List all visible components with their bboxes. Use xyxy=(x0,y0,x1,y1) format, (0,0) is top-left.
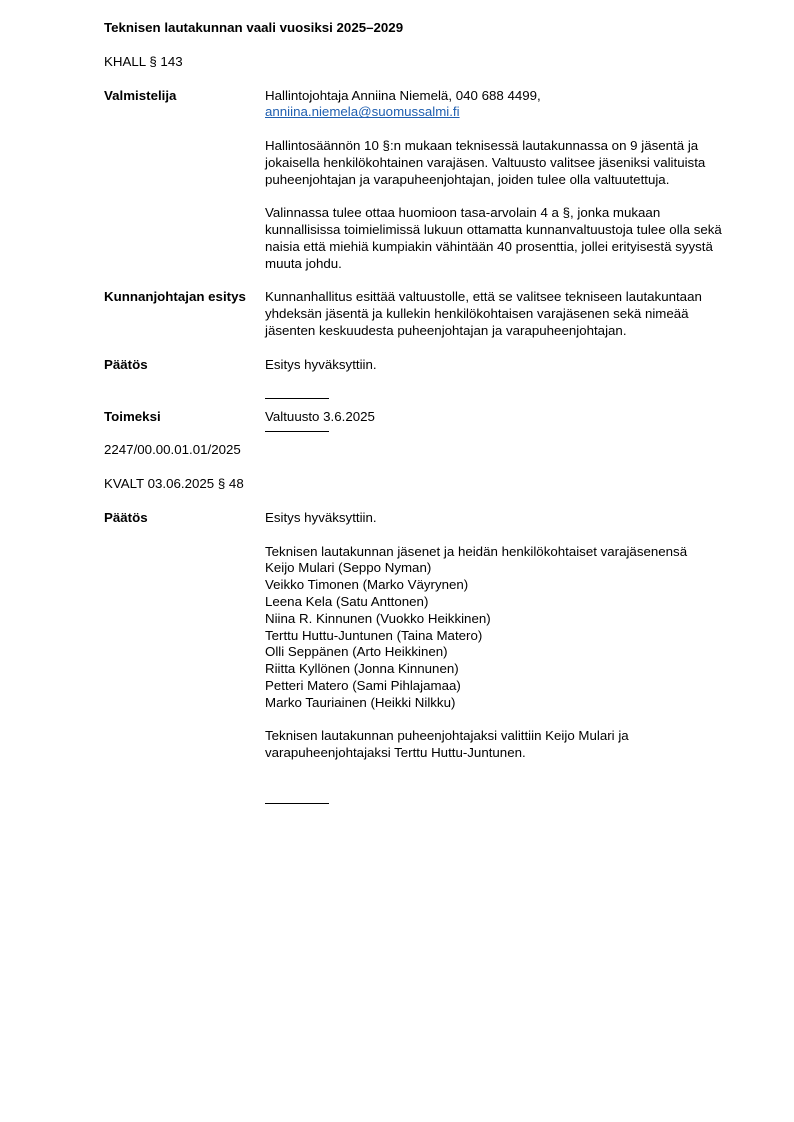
paatos-label-2: Päätös xyxy=(104,509,148,525)
toimeksi-label: Toimeksi xyxy=(104,408,161,424)
paatos-label-1: Päätös xyxy=(104,356,148,372)
list-item: Marko Tauriainen (Heikki Nilkku) xyxy=(265,694,456,710)
list-item: Riitta Kyllönen (Jonna Kinnunen) xyxy=(265,661,459,677)
preparer-contact xyxy=(265,88,735,122)
paatos-text-1: Esitys hyväksyttiin. xyxy=(265,356,377,372)
toimeksi-text: Valtuusto 3.6.2025 xyxy=(265,408,375,424)
valmistelija-content xyxy=(265,88,735,273)
list-item: Veikko Timonen (Marko Väyrynen) xyxy=(265,577,469,593)
preparer-contact-text: Hallintojohtaja Anniina Niemelä, 040 688 4499, xyxy=(265,87,541,103)
toimeksi-section xyxy=(104,409,744,433)
list-item: Terttu Huttu-Juntunen (Taina Matero) xyxy=(265,627,483,643)
paatos-section-2 xyxy=(104,510,744,804)
valmistelija-paragraph-2: Valinnassa tulee ottaa huomioon tasa-arvolain 4 a §, jonka mukaan kunnallisissa toimielimissä lukuun ottamatta kunnanvaltuustoja tulee olla sekä naisia että miehiä kumpiakin vähintään 40 prosenttia, jollei erityisestä syystä muuta johdu. xyxy=(265,205,722,271)
khall-reference: KHALL § 143 xyxy=(104,53,183,69)
list-item: Keijo Mulari (Seppo Nyman) xyxy=(265,560,432,576)
esitys-section xyxy=(104,289,744,339)
paatos-content-1 xyxy=(265,357,735,399)
members-block xyxy=(265,544,735,712)
paatos-section-1 xyxy=(104,357,744,399)
document-title: Teknisen lautakunnan vaali vuosiksi 2025–2029 xyxy=(104,20,404,35)
paatos-text-2: Esitys hyväksyttiin. xyxy=(265,509,377,525)
chairs-text: Teknisen lautakunnan puheenjohtajaksi valittiin Keijo Mulari ja varapuheenjohtajaksi Terttu Huttu-Juntunen. xyxy=(265,728,629,761)
valmistelija-paragraph-1: Hallintosäännön 10 §:n mukaan teknisessä lautakunnassa on 9 jäsentä ja jokaisella henkilökohtainen varajäsen. Valtuusto valitsee jäseniksi valituista puheenjohtajan ja varapuheenjohtajan, joiden tulee olla valtuutettuja. xyxy=(265,137,706,187)
esitys-text: Kunnanhallitus esittää valtuustolle, että se valitsee tekniseen lautakuntaan yhdeksän jäsentä ja kullekin henkilökohtaisen varajäsenen sekä nimeää jäsenten keskuudesta puheenjohtajan ja varapuheenjohtajan. xyxy=(265,289,702,338)
separator-rule xyxy=(265,431,329,432)
kvalt-reference: KVALT 03.06.2025 § 48 xyxy=(104,476,244,492)
separator-rule xyxy=(265,803,329,804)
paatos-content-2 xyxy=(265,510,735,804)
record-id: 2247/00.00.01.01/2025 xyxy=(104,442,241,458)
separator-rule xyxy=(265,398,329,399)
valmistelija-section xyxy=(104,88,744,273)
valmistelija-label: Valmistelija xyxy=(104,87,177,103)
list-item: Petteri Matero (Sami Pihlajamaa) xyxy=(265,677,461,693)
list-item: Leena Kela (Satu Anttonen) xyxy=(265,593,429,609)
document-page xyxy=(104,20,744,821)
list-item: Olli Seppänen (Arto Heikkinen) xyxy=(265,644,448,660)
preparer-email-link[interactable]: anniina.niemela@suomussalmi.fi xyxy=(265,104,460,120)
esitys-label: Kunnanjohtajan esitys xyxy=(104,289,246,305)
members-heading: Teknisen lautakunnan jäsenet ja heidän henkilökohtaiset varajäsenensä xyxy=(265,543,688,559)
toimeksi-content xyxy=(265,409,735,433)
list-item: Niina R. Kinnunen (Vuokko Heikkinen) xyxy=(265,610,491,626)
